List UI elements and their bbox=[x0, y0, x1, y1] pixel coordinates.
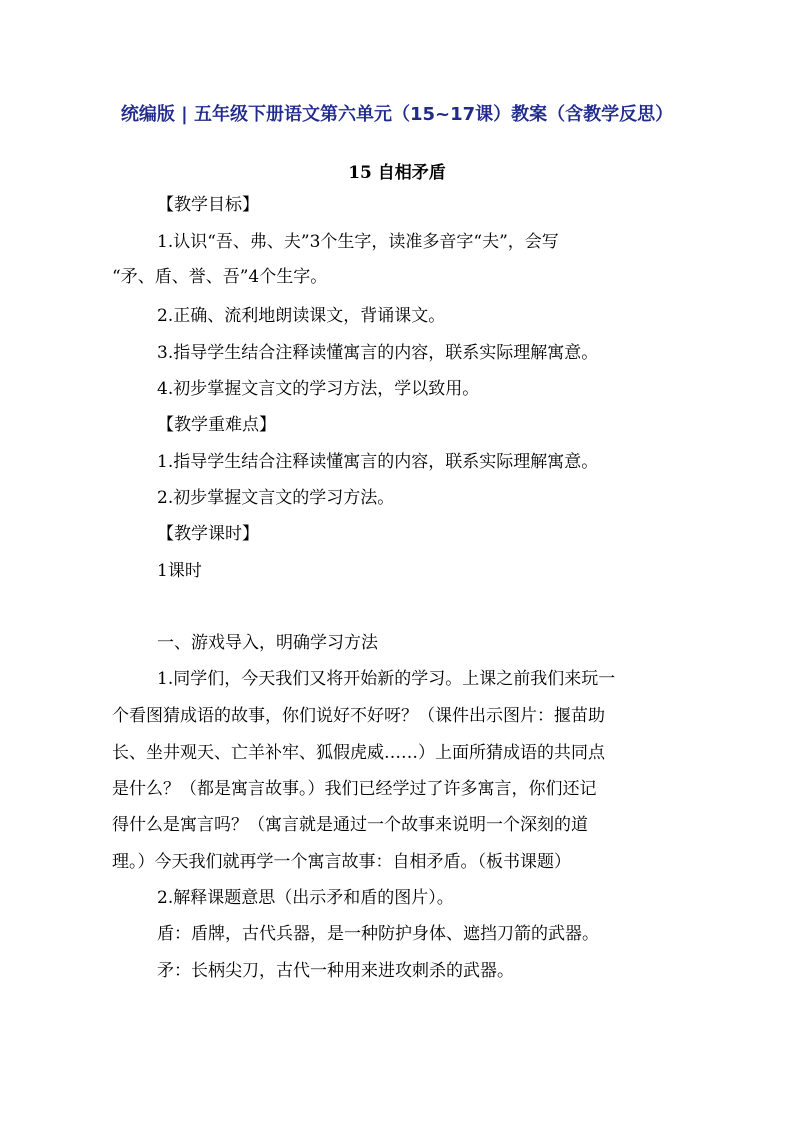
paragraph-line: 1.认识“吾、弗、夫”3个生字，读准多音字“夫”，会写 bbox=[157, 232, 559, 252]
document-title: 统编版 | 五年级下册语文第六单元（15~17课）教案（含教学反思） bbox=[120, 104, 674, 125]
paragraph-line: 2.解释课题意思（出示矛和盾的图片）。 bbox=[157, 888, 454, 908]
paragraph-line: 矛：长柄尖刀，古代一种用来进攻刺杀的武器。 bbox=[157, 961, 514, 981]
heading-key-points: 【教学重难点】 bbox=[157, 415, 276, 435]
section-heading: 一、游戏导入，明确学习方法 bbox=[157, 633, 378, 653]
heading-class-hours: 【教学课时】 bbox=[157, 524, 259, 544]
paragraph-line: 1.指导学生结合注释读懂寓言的内容，联系实际理解寓意。 bbox=[157, 452, 599, 472]
paragraph-line: 得什么是寓言吗？（寓言就是通过一个故事来说明一个深刻的道 bbox=[112, 815, 588, 835]
paragraph-line: 4.初步掌握文言文的学习方法，学以致用。 bbox=[157, 379, 480, 399]
lesson-title: 15 自相矛盾 bbox=[348, 163, 446, 183]
paragraph-line: 1.同学们，今天我们又将开始新的学习。上课之前我们来玩一 bbox=[157, 669, 616, 689]
paragraph-line: 2.正确、流利地朗读课文，背诵课文。 bbox=[157, 306, 446, 326]
paragraph-line: 盾：盾牌，古代兵器，是一种防护身体、遮挡刀箭的武器。 bbox=[157, 924, 599, 944]
paragraph-line: 2.初步掌握文言文的学习方法。 bbox=[157, 488, 395, 508]
heading-teaching-goals: 【教学目标】 bbox=[157, 195, 259, 215]
paragraph-line: 个看图猜成语的故事，你们说好不好呀？（课件出示图片：揠苗助 bbox=[112, 706, 605, 726]
paragraph-line: 长、坐井观天、亡羊补牢、狐假虎威……）上面所猜成语的共同点 bbox=[112, 743, 605, 763]
paragraph-line: 是什么？（都是寓言故事。）我们已经学过了许多寓言，你们还记 bbox=[112, 779, 597, 799]
paragraph-line: 3.指导学生结合注释读懂寓言的内容，联系实际理解寓意。 bbox=[157, 343, 599, 363]
paragraph-line: 1课时 bbox=[157, 561, 202, 581]
paragraph-line: “矛、盾、誉、吾”4个生字。 bbox=[112, 267, 328, 287]
paragraph-line: 理。）今天我们就再学一个寓言故事：自相矛盾。（板书课题） bbox=[112, 852, 571, 872]
